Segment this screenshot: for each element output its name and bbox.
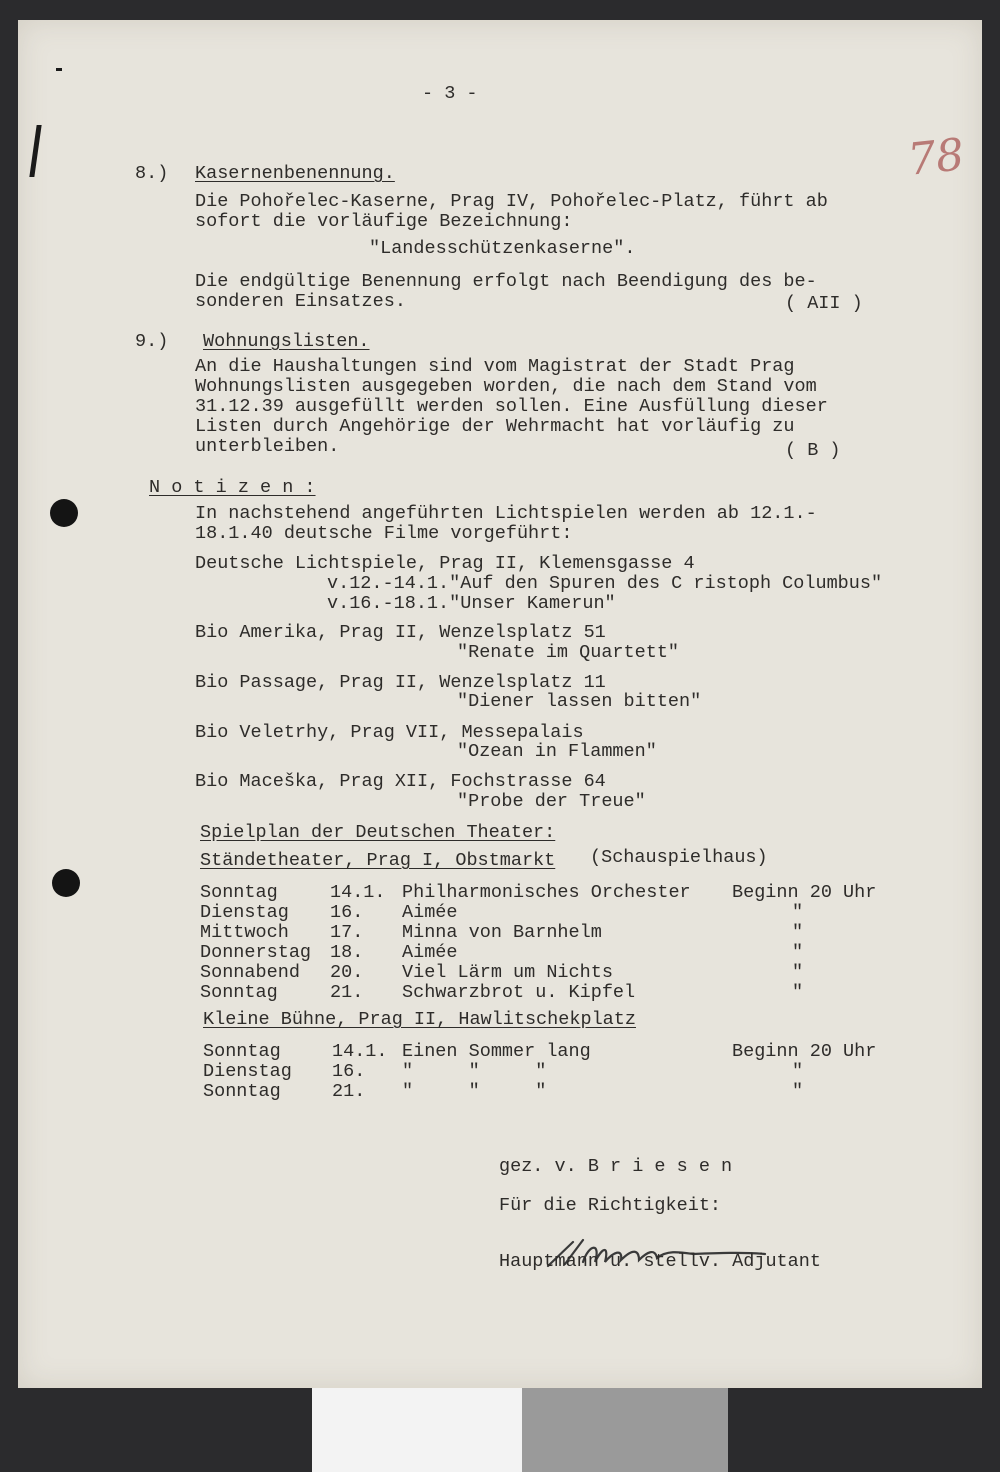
schedule-time: " (792, 922, 804, 943)
schedule-play: Minna von Barnhelm (402, 922, 602, 943)
schedule-date: 21. (330, 982, 364, 1003)
schedule-play: " " " (402, 1061, 547, 1082)
binder-dot (56, 68, 62, 71)
cinema-line: Bio Passage, Prag II, Wenzelsplatz 11 (195, 672, 606, 693)
schedule-date: 16. (330, 902, 364, 923)
schedule-day: Sonnabend (200, 962, 300, 983)
schedule-day: Sonntag (203, 1041, 281, 1062)
color-calibration-gray (522, 1388, 728, 1472)
schedule-play: Einen Sommer lang (402, 1041, 591, 1062)
text-line: Wohnungslisten ausgegeben worden, die nach dem Stand vom (195, 376, 817, 397)
distribution-code: ( AII ) (785, 293, 863, 314)
text-line: sonderen Einsatzes. (195, 291, 406, 312)
text-line: Listen durch Angehörige der Wehrmacht hat vorläufig zu (195, 416, 795, 437)
text-line: unterbleiben. (195, 436, 340, 457)
schedule-time: " (792, 962, 804, 983)
cinema-line: Deutsche Lichtspiele, Prag II, Klemensgasse 4 (195, 553, 695, 574)
signed-by: gez. v. B r i e s e n (499, 1156, 733, 1177)
schedule-day: Dienstag (203, 1061, 292, 1082)
schedule-date: 18. (330, 942, 364, 963)
schedule-play: Schwarzbrot u. Kipfel (402, 982, 636, 1003)
schedule-day: Sonntag (203, 1081, 281, 1102)
text-line: An die Haushaltungen sind vom Magistrat der Stadt Prag (195, 356, 795, 377)
schedule-play: Aimée (402, 942, 458, 963)
text-line: 18.1.40 deutsche Filme vorgeführt: (195, 523, 573, 544)
schedule-time: " (792, 942, 804, 963)
venue-note: (Schauspielhaus) (590, 847, 768, 868)
schedule-date: 14.1. (330, 882, 386, 903)
film-line: "Ozean in Flammen" (457, 741, 657, 762)
page-number: - 3 - (422, 83, 478, 104)
text-line: Die endgültige Benennung erfolgt nach Beendigung des be- (195, 271, 817, 292)
punch-hole-top (50, 499, 78, 527)
cinema-line: Bio Veletrhy, Prag VII, Messepalais (195, 722, 584, 743)
barracks-name: "Landesschützenkaserne". (369, 238, 636, 259)
film-line: v.12.-14.1."Auf den Spuren des C ristoph Columbus" (327, 573, 883, 594)
schedule-day: Mittwoch (200, 922, 289, 943)
schedule-day: Sonntag (200, 882, 278, 903)
film-line: "Probe der Treue" (457, 791, 646, 812)
distribution-code: ( B ) (785, 440, 841, 461)
punch-hole-bottom (52, 869, 80, 897)
schedule-date: 20. (330, 962, 364, 983)
schedule-play: Aimée (402, 902, 458, 923)
document-page (18, 20, 982, 1388)
text-line: 31.12.39 ausgefüllt werden sollen. Eine Ausfüllung dieser (195, 396, 828, 417)
schedule-time: " (792, 982, 804, 1003)
schedule-day: Dienstag (200, 902, 289, 923)
binder-mark (29, 125, 41, 177)
schedule-play: " " " (402, 1081, 547, 1102)
theater-heading: Spielplan der Deutschen Theater: (200, 822, 556, 843)
schedule-time: " (792, 1061, 804, 1082)
text-line: sofort die vorläufige Bezeichnung: (195, 211, 573, 232)
text-line: In nachstehend angeführten Lichtspielen werden ab 12.1.- (195, 503, 817, 524)
cinema-line: Bio Amerika, Prag II, Wenzelsplatz 51 (195, 622, 606, 643)
signatory-title: Hauptmann u. stellv. Adjutant (499, 1251, 821, 1272)
schedule-date: 14.1. (332, 1041, 388, 1062)
section-heading: Wohnungslisten. (203, 331, 370, 352)
film-line: "Renate im Quartett" (457, 642, 680, 663)
schedule-day: Donnerstag (200, 942, 312, 963)
venue-heading: Kleine Bühne, Prag II, Hawlitschekplatz (203, 1009, 636, 1030)
schedule-play: Viel Lärm um Nichts (402, 962, 613, 983)
schedule-time: " (792, 1081, 804, 1102)
schedule-time: Beginn 20 Uhr (732, 1041, 877, 1062)
film-line: v.16.-18.1."Unser Kamerun" (327, 593, 616, 614)
schedule-time: Beginn 20 Uhr (732, 882, 877, 903)
schedule-day: Sonntag (200, 982, 278, 1003)
venue-heading: Ständetheater, Prag I, Obstmarkt (200, 850, 556, 871)
schedule-date: 21. (332, 1081, 366, 1102)
schedule-time: " (792, 902, 804, 923)
cinema-line: Bio Maceška, Prag XII, Fochstrasse 64 (195, 771, 606, 792)
archive-pencil-number: 78 (905, 129, 967, 186)
notes-heading: N o t i z e n : (149, 477, 316, 498)
section-heading: Kasernenbenennung. (195, 163, 395, 184)
color-calibration-white (312, 1388, 522, 1472)
section-number: 9.) (135, 331, 169, 352)
film-line: "Diener lassen bitten" (457, 691, 702, 712)
section-number: 8.) (135, 163, 169, 184)
certification-label: Für die Richtigkeit: (499, 1195, 722, 1216)
text-line: Die Pohořelec-Kaserne, Prag IV, Pohořelec-Platz, führt ab (195, 191, 828, 212)
schedule-date: 17. (330, 922, 364, 943)
schedule-play: Philharmonisches Orchester (402, 882, 691, 903)
schedule-date: 16. (332, 1061, 366, 1082)
